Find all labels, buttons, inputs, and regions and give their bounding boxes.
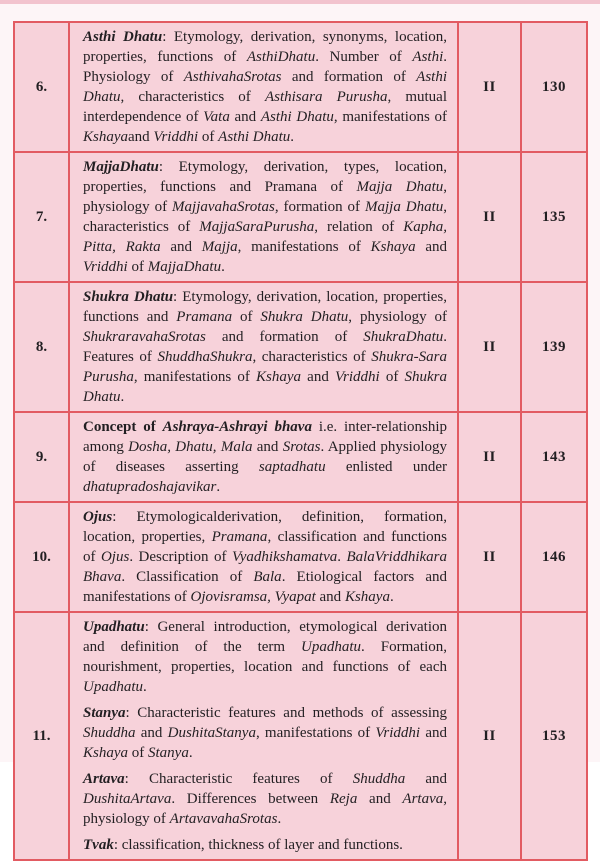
text-segment: Shukra Dhatu xyxy=(260,309,349,325)
text-segment: and xyxy=(420,725,447,741)
text-segment: Kshaya xyxy=(256,369,302,385)
text-segment: of xyxy=(128,745,148,761)
text-segment: Pramana xyxy=(176,309,233,325)
table-row xyxy=(14,612,587,860)
text-segment: Vriddhi xyxy=(153,129,199,145)
serial-number-cell: 10. xyxy=(14,502,69,612)
unit-cell: II xyxy=(458,282,521,412)
text-segment: ShuddhaShukra xyxy=(157,349,253,365)
text-segment: Stanya xyxy=(83,705,126,721)
unit-cell: II xyxy=(458,612,521,860)
text-segment: Vriddhi xyxy=(83,259,128,275)
serial-number-cell: 11. xyxy=(14,612,69,860)
text-segment: Reja xyxy=(329,791,358,807)
description-paragraph xyxy=(83,157,447,277)
text-segment: , characteristics of xyxy=(252,349,372,365)
text-segment: BalaVriddhikara Bhava xyxy=(83,549,448,585)
serial-number-cell: 7. xyxy=(14,152,69,282)
description-cell xyxy=(69,412,458,502)
text-segment: MajjavahaSrotas xyxy=(172,199,275,215)
text-segment: , formation of xyxy=(274,199,365,215)
text-segment: dhatupradoshajavikar xyxy=(83,479,217,495)
text-segment: . Applied physiology of diseases asserting xyxy=(83,439,447,475)
description-paragraph xyxy=(83,617,447,697)
text-segment: : Etymology, derivation, types, location, properties, functions and Pramana of xyxy=(83,159,447,195)
text-segment: Bala xyxy=(253,569,282,585)
table-row xyxy=(14,22,587,152)
table-row xyxy=(14,502,587,612)
page-number-cell: 130 xyxy=(521,22,587,152)
text-segment: Kshaya xyxy=(83,129,128,145)
text-segment: of xyxy=(232,309,261,325)
description-paragraph xyxy=(83,507,447,607)
text-segment: Upadhatu xyxy=(83,619,145,635)
text-segment: , physiology of xyxy=(83,179,447,215)
text-segment: , characteristics of xyxy=(120,89,265,105)
text-segment: , manifestations of xyxy=(255,725,376,741)
text-segment: Shukra Dhatu xyxy=(83,289,174,305)
description-paragraph xyxy=(83,27,447,147)
text-segment: . Formation, nourishment, properties, location and functions of each xyxy=(83,639,447,675)
text-segment: : Etymology, derivation, synonyms, location, properties, functions of xyxy=(83,29,447,65)
text-segment: and xyxy=(135,725,168,741)
text-segment: and xyxy=(160,239,202,255)
text-segment: . Etiological factors and manifestations of xyxy=(83,569,447,605)
text-segment: . xyxy=(290,129,294,145)
text-segment: Asthi Dhatu xyxy=(260,109,334,125)
serial-number-cell: 9. xyxy=(14,412,69,502)
text-segment: : classification, thickness of layer and functions. xyxy=(113,837,403,853)
text-segment: AsthivahaSrotas xyxy=(183,69,282,85)
text-segment: Kshaya xyxy=(344,589,390,605)
text-segment: Kshaya xyxy=(83,745,128,761)
text-segment: Shukra Dhatu xyxy=(83,369,447,405)
text-segment: Upadhatu xyxy=(83,679,143,695)
table-row xyxy=(14,282,587,412)
text-segment: and formation of xyxy=(205,329,364,345)
text-segment: . Physiology of xyxy=(83,49,447,85)
text-segment: . Differences between xyxy=(171,791,330,807)
text-segment: and xyxy=(128,129,154,145)
text-segment: , classification and functions of xyxy=(83,529,447,565)
description-cell xyxy=(69,502,458,612)
text-segment: Kshaya xyxy=(370,239,416,255)
table-row xyxy=(14,412,587,502)
text-segment: Ashraya-Ashrayi bhava xyxy=(162,419,312,435)
description-paragraph xyxy=(83,417,447,497)
text-segment: . Number of xyxy=(315,49,413,65)
description-cell xyxy=(69,22,458,152)
description-paragraph xyxy=(83,703,447,763)
page-number-cell: 139 xyxy=(521,282,587,412)
text-segment: and xyxy=(405,771,447,787)
text-segment: Vriddhi xyxy=(375,725,421,741)
text-segment: MajjaDhatu xyxy=(147,259,222,275)
text-segment: of xyxy=(198,129,219,145)
serial-number-cell: 6. xyxy=(14,22,69,152)
text-segment: Majja Dhatu xyxy=(356,179,444,195)
text-segment: Artava xyxy=(402,791,444,807)
page-number-cell: 143 xyxy=(521,412,587,502)
page-number-cell: 153 xyxy=(521,612,587,860)
text-segment: and xyxy=(229,109,261,125)
text-segment: , physiology of xyxy=(83,791,447,827)
page-number-cell: 146 xyxy=(521,502,587,612)
text-segment: Dosha, Dhatu, Mala xyxy=(128,439,253,455)
text-segment: DushitaArtava xyxy=(83,791,172,807)
text-segment: , manifestations of xyxy=(237,239,371,255)
text-segment: ShukraravahaSrotas xyxy=(83,329,206,345)
unit-cell: II xyxy=(458,502,521,612)
text-segment: Majja xyxy=(201,239,238,255)
text-segment: . xyxy=(389,589,394,605)
text-segment: Tvak xyxy=(83,837,114,853)
text-segment: : Characteristic features and methods of assessing xyxy=(125,705,447,721)
text-segment: Asthi xyxy=(412,49,444,65)
text-segment: Ojus xyxy=(83,509,113,525)
description-paragraph xyxy=(83,835,447,855)
text-segment: , characteristics of xyxy=(83,199,447,235)
contents-table xyxy=(13,21,588,861)
text-segment: of xyxy=(379,369,405,385)
text-segment: Vriddhi xyxy=(334,369,380,385)
text-segment: and xyxy=(301,369,335,385)
text-segment: ShukraDhatu xyxy=(363,329,444,345)
text-segment: Asthi Dhatu xyxy=(83,29,163,45)
text-segment: Shukra-Sara Purusha xyxy=(83,349,448,385)
text-segment: and xyxy=(357,791,403,807)
text-segment: . xyxy=(221,259,225,275)
text-segment: , manifestations of xyxy=(333,109,447,125)
text-segment: : Etymology, derivation, location, properties, functions and xyxy=(83,289,447,325)
contents-table-body xyxy=(14,22,587,860)
description-paragraph xyxy=(83,287,447,407)
description-cell xyxy=(69,282,458,412)
text-segment: , relation of xyxy=(314,219,404,235)
text-segment: Vata xyxy=(203,109,230,125)
text-segment: enlisted under xyxy=(325,459,447,475)
table-row xyxy=(14,152,587,282)
text-segment: AsthiDhatu xyxy=(246,49,316,65)
text-segment: Pramana xyxy=(211,529,268,545)
text-segment: and xyxy=(252,439,283,455)
text-segment: Vyadhikshamatva xyxy=(231,549,338,565)
description-cell xyxy=(69,612,458,860)
text-segment: Ojovisramsa, Vyapat xyxy=(190,589,316,605)
text-segment: . xyxy=(188,745,193,761)
text-segment: Kapha, Pitta, Rakta xyxy=(83,219,447,255)
text-segment: Artava xyxy=(83,771,125,787)
text-segment: Upadhatu xyxy=(301,639,362,655)
text-segment: : Etymologicalderivation, definition, formation, location, properties, xyxy=(83,509,447,545)
text-segment: and formation of xyxy=(281,69,417,85)
page-number-cell: 135 xyxy=(521,152,587,282)
text-segment: Shuddha xyxy=(83,725,136,741)
page-edge-strip xyxy=(0,0,600,4)
serial-number-cell: 8. xyxy=(14,282,69,412)
text-segment: Stanya xyxy=(148,745,189,761)
text-segment: Srotas xyxy=(282,439,321,455)
text-segment: Asthi Dhatu xyxy=(83,69,447,105)
text-segment: . Features of xyxy=(83,329,447,365)
unit-cell: II xyxy=(458,22,521,152)
text-segment: i.e. inter-relationship among xyxy=(83,419,448,455)
text-segment: MajjaSaraPurusha xyxy=(199,219,315,235)
text-segment: , manifestations of xyxy=(133,369,257,385)
text-segment: . Description of xyxy=(129,549,232,565)
unit-cell: II xyxy=(458,412,521,502)
text-segment: of xyxy=(127,259,148,275)
text-segment: and xyxy=(415,239,447,255)
text-segment: Majja Dhatu xyxy=(364,199,444,215)
text-segment: . xyxy=(120,389,125,405)
text-segment: Asthi Dhatu xyxy=(218,129,291,145)
text-segment: , mutual interdependence of xyxy=(83,89,448,125)
text-segment: Concept of xyxy=(83,419,163,435)
text-segment: . xyxy=(216,479,221,495)
description-paragraph xyxy=(83,769,447,829)
text-segment: , physiology of xyxy=(348,309,448,325)
description-cell xyxy=(69,152,458,282)
text-segment: Asthisara Purusha xyxy=(264,89,388,105)
text-segment: ArtavavahaSrotas xyxy=(169,811,278,827)
text-segment: DushitaStanya xyxy=(167,725,256,741)
text-segment: . xyxy=(143,679,147,695)
text-segment: Ojus xyxy=(100,549,130,565)
text-segment: . xyxy=(337,549,347,565)
text-segment: . Classification of xyxy=(121,569,254,585)
text-segment: Shuddha xyxy=(352,771,406,787)
text-segment: . xyxy=(277,811,282,827)
text-segment: MajjaDhatu xyxy=(83,159,159,175)
text-segment: : General introduction, etymological derivation and definition of the term xyxy=(83,619,447,655)
text-segment: saptadhatu xyxy=(258,459,326,475)
text-segment: and xyxy=(315,589,345,605)
text-segment: : Characteristic features of xyxy=(124,771,353,787)
unit-cell: II xyxy=(458,152,521,282)
